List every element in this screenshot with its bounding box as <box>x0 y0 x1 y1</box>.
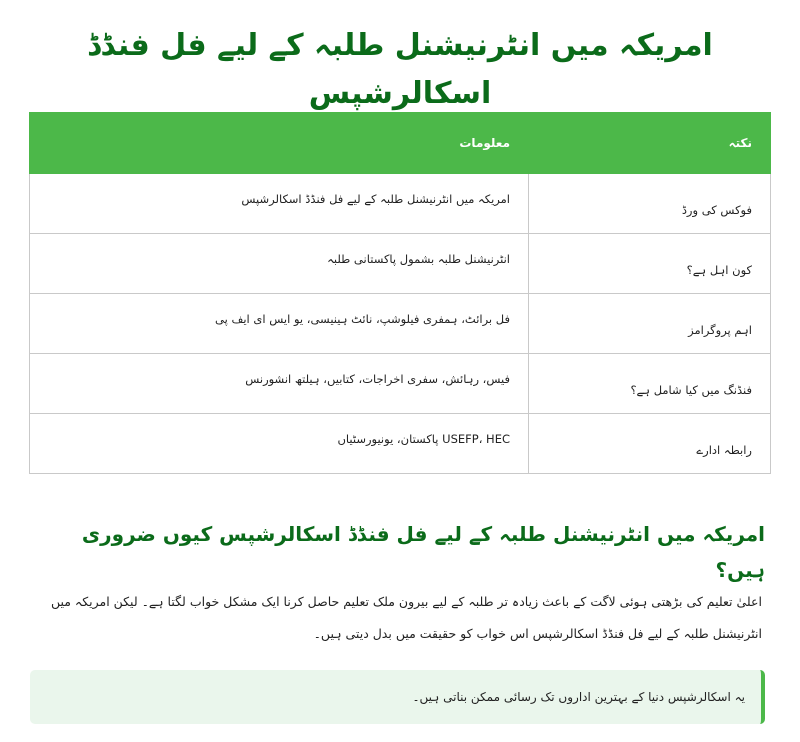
cell-point-text: فوکس کی ورڈ <box>681 202 752 217</box>
cell-info <box>30 414 529 474</box>
cell-info <box>30 174 529 234</box>
cell-info-text: فل برائٹ، ہمفری فیلوشپ، نائٹ ہینیسی، یو ایس ای ایف پی <box>215 311 510 326</box>
cell-info <box>30 354 529 414</box>
cell-point-text: اہم پروگرامز <box>688 322 752 337</box>
section-heading: امریکہ میں انٹرنیشنل طلبہ کے لیے فل فنڈڈ اسکالرشپس کیوں ضروری ہیں؟ <box>81 522 765 582</box>
cell-point <box>529 294 771 354</box>
table-row <box>30 354 771 414</box>
cell-info <box>30 234 529 294</box>
body-paragraph: اعلیٰ تعلیم کی بڑھتی ہوئی لاگت کے باعث زیادہ تر طلبہ کے لیے بیرون ملک تعلیم حاصل کرنا ایک مشکل خواب لگتا ہے۔ لیکن امریکہ میں انٹرنیشنل طلبہ کے لیے فل فنڈڈ اسکالرشپس اس خواب کو حقیقت میں بدل دیتی ہیں۔ <box>50 594 762 641</box>
cell-info-text: USEFP، HEC پاکستان، یونیورسٹیاں <box>337 431 510 446</box>
cell-point <box>529 414 771 474</box>
cell-point <box>529 234 771 294</box>
table-row <box>30 234 771 294</box>
table-row <box>30 294 771 354</box>
header-info: معلومات <box>30 113 529 174</box>
cell-info-text: انٹرنیشنل طلبہ بشمول پاکستانی طلبہ <box>327 251 510 266</box>
cell-info-text: امریکہ میں انٹرنیشنل طلبہ کے لیے فل فنڈڈ اسکالرشپس <box>241 191 510 206</box>
cell-point <box>529 174 771 234</box>
note-text: یہ اسکالرشپس دنیا کے بہترین اداروں تک رسائی ممکن بناتی ہیں۔ <box>412 690 745 704</box>
cell-info <box>30 294 529 354</box>
table-header-row <box>30 113 771 174</box>
info-table <box>29 112 771 474</box>
cell-point <box>529 354 771 414</box>
cell-point-text: کون اہل ہے؟ <box>686 262 752 277</box>
table-row <box>30 174 771 234</box>
cell-info-text: فیس، رہائش، سفری اخراجات، کتابیں، ہیلتھ انشورنس <box>245 371 510 386</box>
table-row <box>30 414 771 474</box>
note-box <box>30 670 765 724</box>
page-title: امریکہ میں انٹرنیشنل طلبہ کے لیے فل فنڈڈ اسکالرشپس <box>87 28 713 111</box>
cell-point-text: رابطہ ادارے <box>696 442 752 457</box>
header-point: نکتہ <box>529 113 771 174</box>
cell-point-text: فنڈنگ میں کیا شامل ہے؟ <box>630 382 752 397</box>
